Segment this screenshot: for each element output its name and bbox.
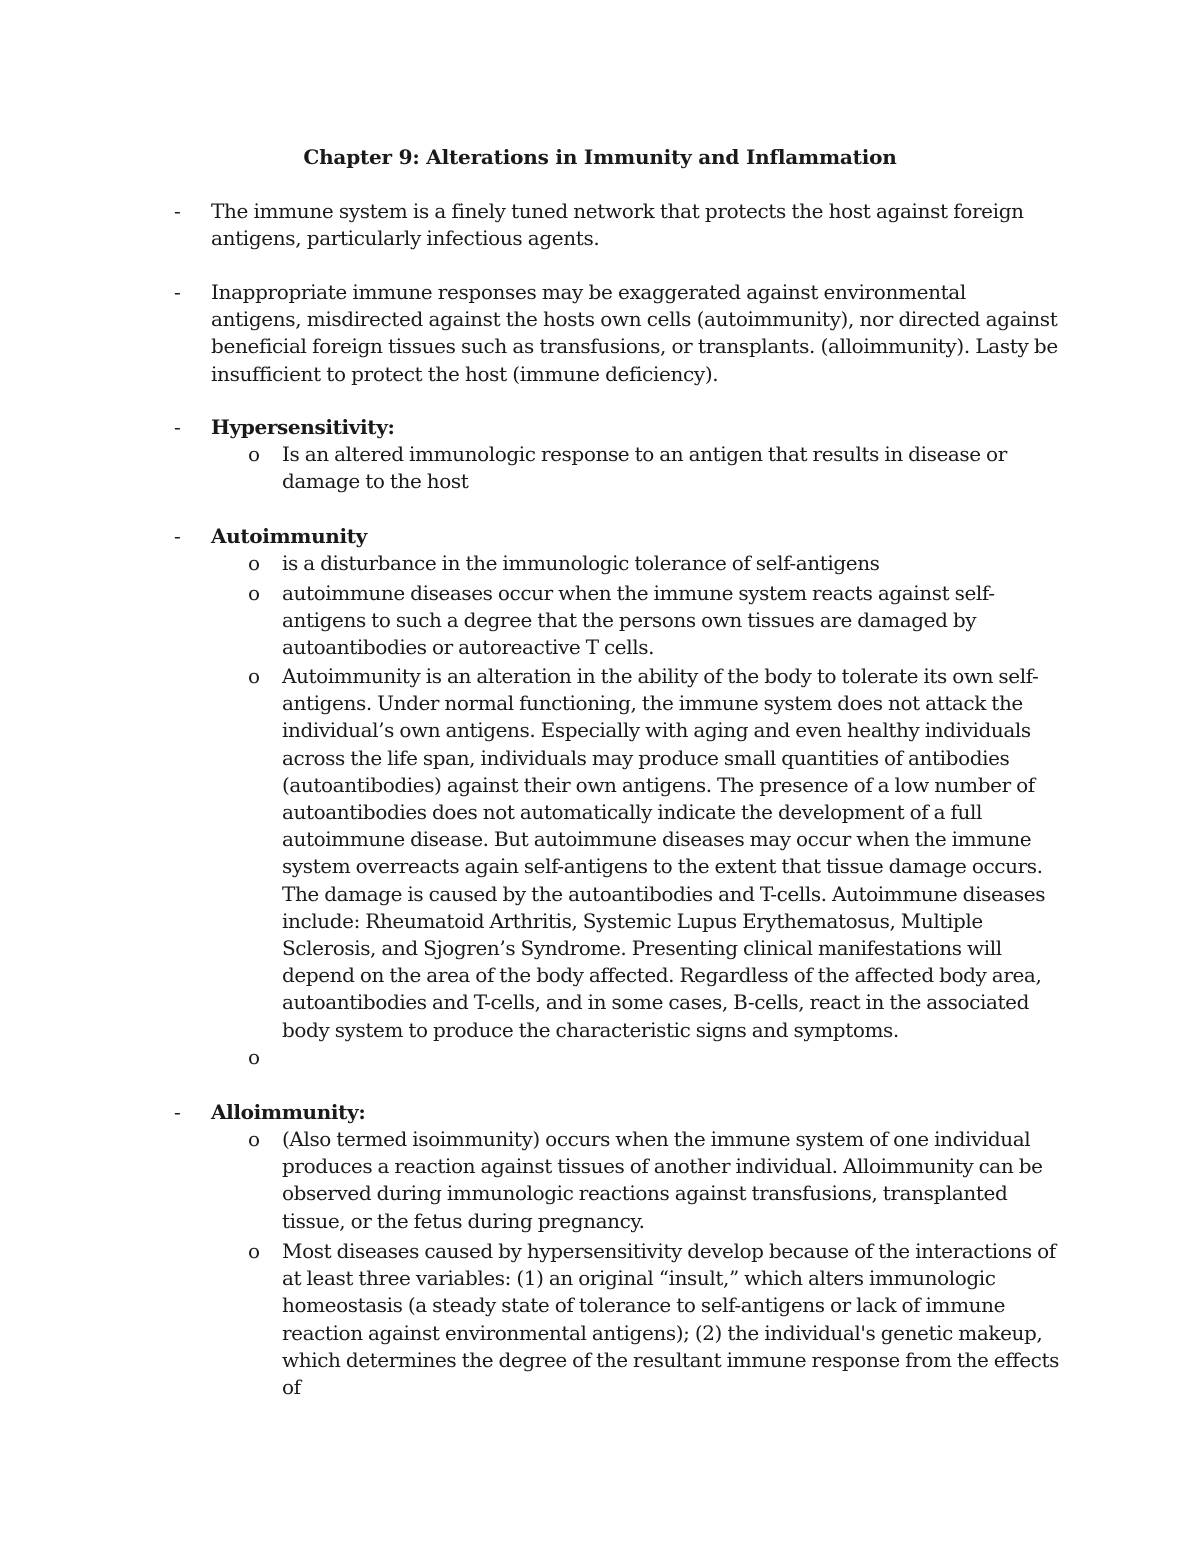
dash-marker: - xyxy=(174,199,181,223)
section-heading: Alloimmunity: xyxy=(211,1100,366,1124)
bullet-marker: o xyxy=(248,442,261,466)
item-text: Inappropriate immune responses may be exaggerated against environmental antigens, misdirected against the hosts own cells (autoimmunity), nor directed against beneficial foreign tissues such as transfusions, or transplants. (alloimmunity). Lasty be insufficient to protect the host (immune deficiency). xyxy=(211,280,1058,386)
bullet-marker: o xyxy=(248,551,261,575)
page-title: Chapter 9: Alterations in Immunity and Inflammation xyxy=(303,145,897,169)
bullet-marker: o xyxy=(248,1127,261,1151)
bullet-marker: o xyxy=(248,664,261,688)
sub-item-text: (Also termed isoimmunity) occurs when the immune system of one individual produces a reaction against tissues of another individual. Alloimmunity can be observed during immunologic reactions against transfusions, transplanted tissue, or the fetus during pregnancy. xyxy=(282,1127,1043,1233)
section-heading: Autoimmunity xyxy=(211,524,367,548)
bullet-marker: o xyxy=(248,1045,261,1069)
sub-item-text: autoimmune diseases occur when the immune system reacts against self-antigens to such a degree that the persons own tissues are damaged by autoantibodies or autoreactive T cells. xyxy=(282,581,995,660)
dash-marker: - xyxy=(174,1100,181,1124)
item-text: The immune system is a finely tuned network that protects the host against foreign antigens, particularly infectious agents. xyxy=(211,199,1024,251)
sub-item-text: is a disturbance in the immunologic tolerance of self-antigens xyxy=(282,551,880,575)
bullet-marker: o xyxy=(248,581,261,605)
sub-item-text: Most diseases caused by hypersensitivity develop because of the interactions of at least three variables: (1) an original “insult,” which alters immunologic homeostasis (a steady state of tolerance to self-antigens or lack of immune reaction against environmental antigens); (2) the individual's genetic makeup, which determines the degree of the resultant immune response from the effects of xyxy=(282,1239,1059,1400)
sub-item-text: Autoimmunity is an alteration in the ability of the body to tolerate its own self-antigens. Under normal functioning, the immune system does not attack the individual’s own antigens. Especially with aging and even healthy individuals across the life span, individuals may produce small quantities of antibodies (autoantibodies) against their own antigens. The presence of a low number of autoantibodies does not automatically indicate the development of a full autoimmune disease. But autoimmune diseases may occur when the immune system overreacts again self-antigens to the extent that tissue damage occurs. The damage is caused by the autoantibodies and T-cells. Autoimmune diseases include: Rheumatoid Arthritis, Systemic Lupus Erythematosus, Multiple Sclerosis, and Sjogren’s Syndrome. Presenting clinical manifestations will depend on the area of the body affected. Regardless of the affected body area, autoantibodies and T-cells, and in some cases, B-cells, react in the associated body system to produce the characteristic signs and symptoms. xyxy=(282,664,1046,1042)
dash-marker: - xyxy=(174,280,181,304)
sub-item-text: Is an altered immunologic response to an antigen that results in disease or damage to the host xyxy=(282,442,1007,494)
bullet-marker: o xyxy=(248,1239,261,1263)
dash-marker: - xyxy=(174,415,181,439)
section-heading: Hypersensitivity: xyxy=(211,415,395,439)
dash-marker: - xyxy=(174,524,181,548)
